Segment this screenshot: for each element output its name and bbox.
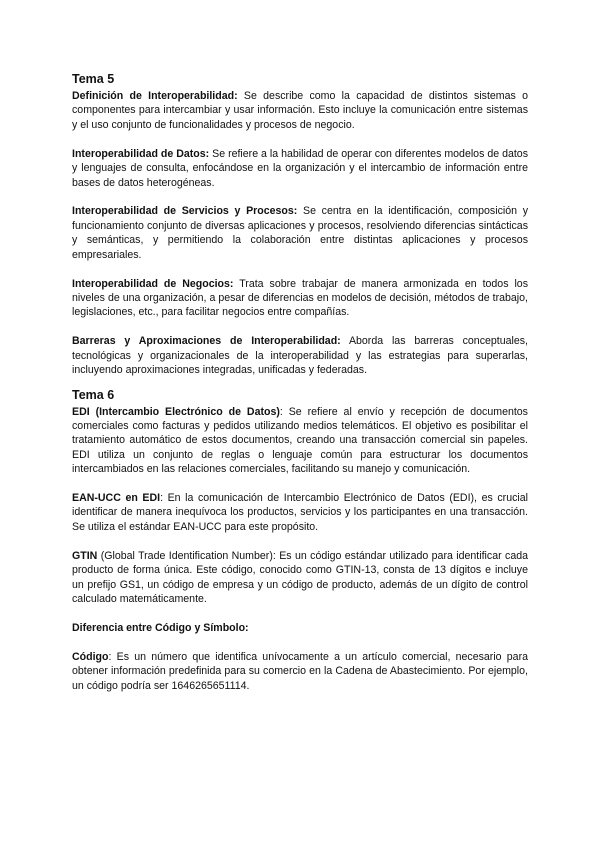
term-label: EDI (Intercambio Electrónico de Datos): [72, 405, 280, 418]
paragraph-text: Trata sobre trabajar de manera armonizada en todos los niveles de una organización, a pesar de diferencias en modelos de decisión, métodos de trabajo, legislaciones, etc., para facilitar negocios entre compañías.: [72, 277, 528, 319]
barreras-paragraph: [72, 334, 528, 377]
term-label: Código: [72, 650, 109, 663]
paragraph-text: Se centra en la identificación, composición y funcionamiento conjunto de diversas aplicaciones y procesos, resolviendo diferencias sintácticas y semánticas, y permitiendo la colaboración entre distintas aplicaciones y procesos empresariales.: [72, 205, 528, 261]
paragraph-text: : Es un número que identifica unívocamente a un artículo comercial, necesario para obtener información predefinida para su comercio en la Cadena de Abastecimiento. Por ejemplo, un código podría ser 1646265651114.: [72, 650, 528, 692]
gtin-paragraph: [72, 549, 528, 607]
diferencia-subheading: [72, 621, 528, 635]
term-label: GTIN: [72, 549, 98, 562]
term-label: Interoperabilidad de Servicios y Procesos:: [72, 205, 298, 218]
ean-ucc-paragraph: [72, 491, 528, 534]
paragraph-text: Se describe como la capacidad de distintos sistemas o componentes para intercambiar y usar información. Esto incluye la comunicación entre sistemas y el uso conjunto de funcionalidades y procesos de negocio.: [72, 90, 529, 131]
subheading-label: Diferencia entre Código y Símbolo:: [72, 621, 249, 634]
definicion-interoperabilidad-paragraph: [72, 89, 528, 132]
document-page: [72, 72, 528, 693]
term-label: Barreras y Aproximaciones de Interoperabilidad:: [72, 335, 341, 348]
paragraph-text: Aborda las barreras conceptuales, tecnológicas y organizacionales de la interoperabilidad y las estrategias para superarlas, incluyendo aproximaciones integradas, unificadas y federadas.: [72, 335, 528, 377]
codigo-paragraph: [72, 650, 528, 693]
paragraph-text: (Global Trade Identification Number): Es un código estándar utilizado para identificar cada producto de forma única. Este código, conocido como GTIN-13, consta de 13 dígitos e incluye un prefijo GS1, un código de empresa y un código de producto, además de un dígito de control calculado matemáticamente.: [72, 549, 528, 605]
tema5-heading: Tema 5: [72, 72, 115, 86]
interoperabilidad-datos-paragraph: [72, 147, 528, 190]
term-label: Definición de Interoperabilidad:: [72, 90, 238, 102]
paragraph-text: : Se refiere al envío y recepción de documentos comerciales como facturas y pedidos utilizando medios telemáticos. El objetivo es posibilitar el tratamiento automático de estos documentos, creando una transacción comercial sin papeles. EDI utiliza un conjunto de reglas o lenguaje común para estructurar los documentos intercambiados en las relaciones comerciales, facilitando su manejo y comunicación.: [72, 405, 528, 476]
paragraph-text: Se refiere a la habilidad de operar con diferentes modelos de datos y lenguajes de consulta, enfocándose en la organización y el intercambio de información entre bases de datos heterogéneas.: [72, 147, 528, 189]
term-label: Interoperabilidad de Datos:: [72, 147, 210, 160]
edi-paragraph: [72, 405, 528, 477]
term-label: Interoperabilidad de Negocios:: [72, 277, 234, 290]
interoperabilidad-servicios-paragraph: [72, 204, 528, 262]
paragraph-text: : En la comunicación de Intercambio Electrónico de Datos (EDI), es crucial identificar de manera inequívoca los productos, servicios y los participantes en una transacción. Se utiliza el estándar EAN-UCC para este propósito.: [72, 492, 528, 533]
term-label: EAN-UCC en EDI: [72, 492, 161, 505]
tema6-heading: Tema 6: [72, 387, 115, 402]
interoperabilidad-negocios-paragraph: [72, 277, 528, 320]
